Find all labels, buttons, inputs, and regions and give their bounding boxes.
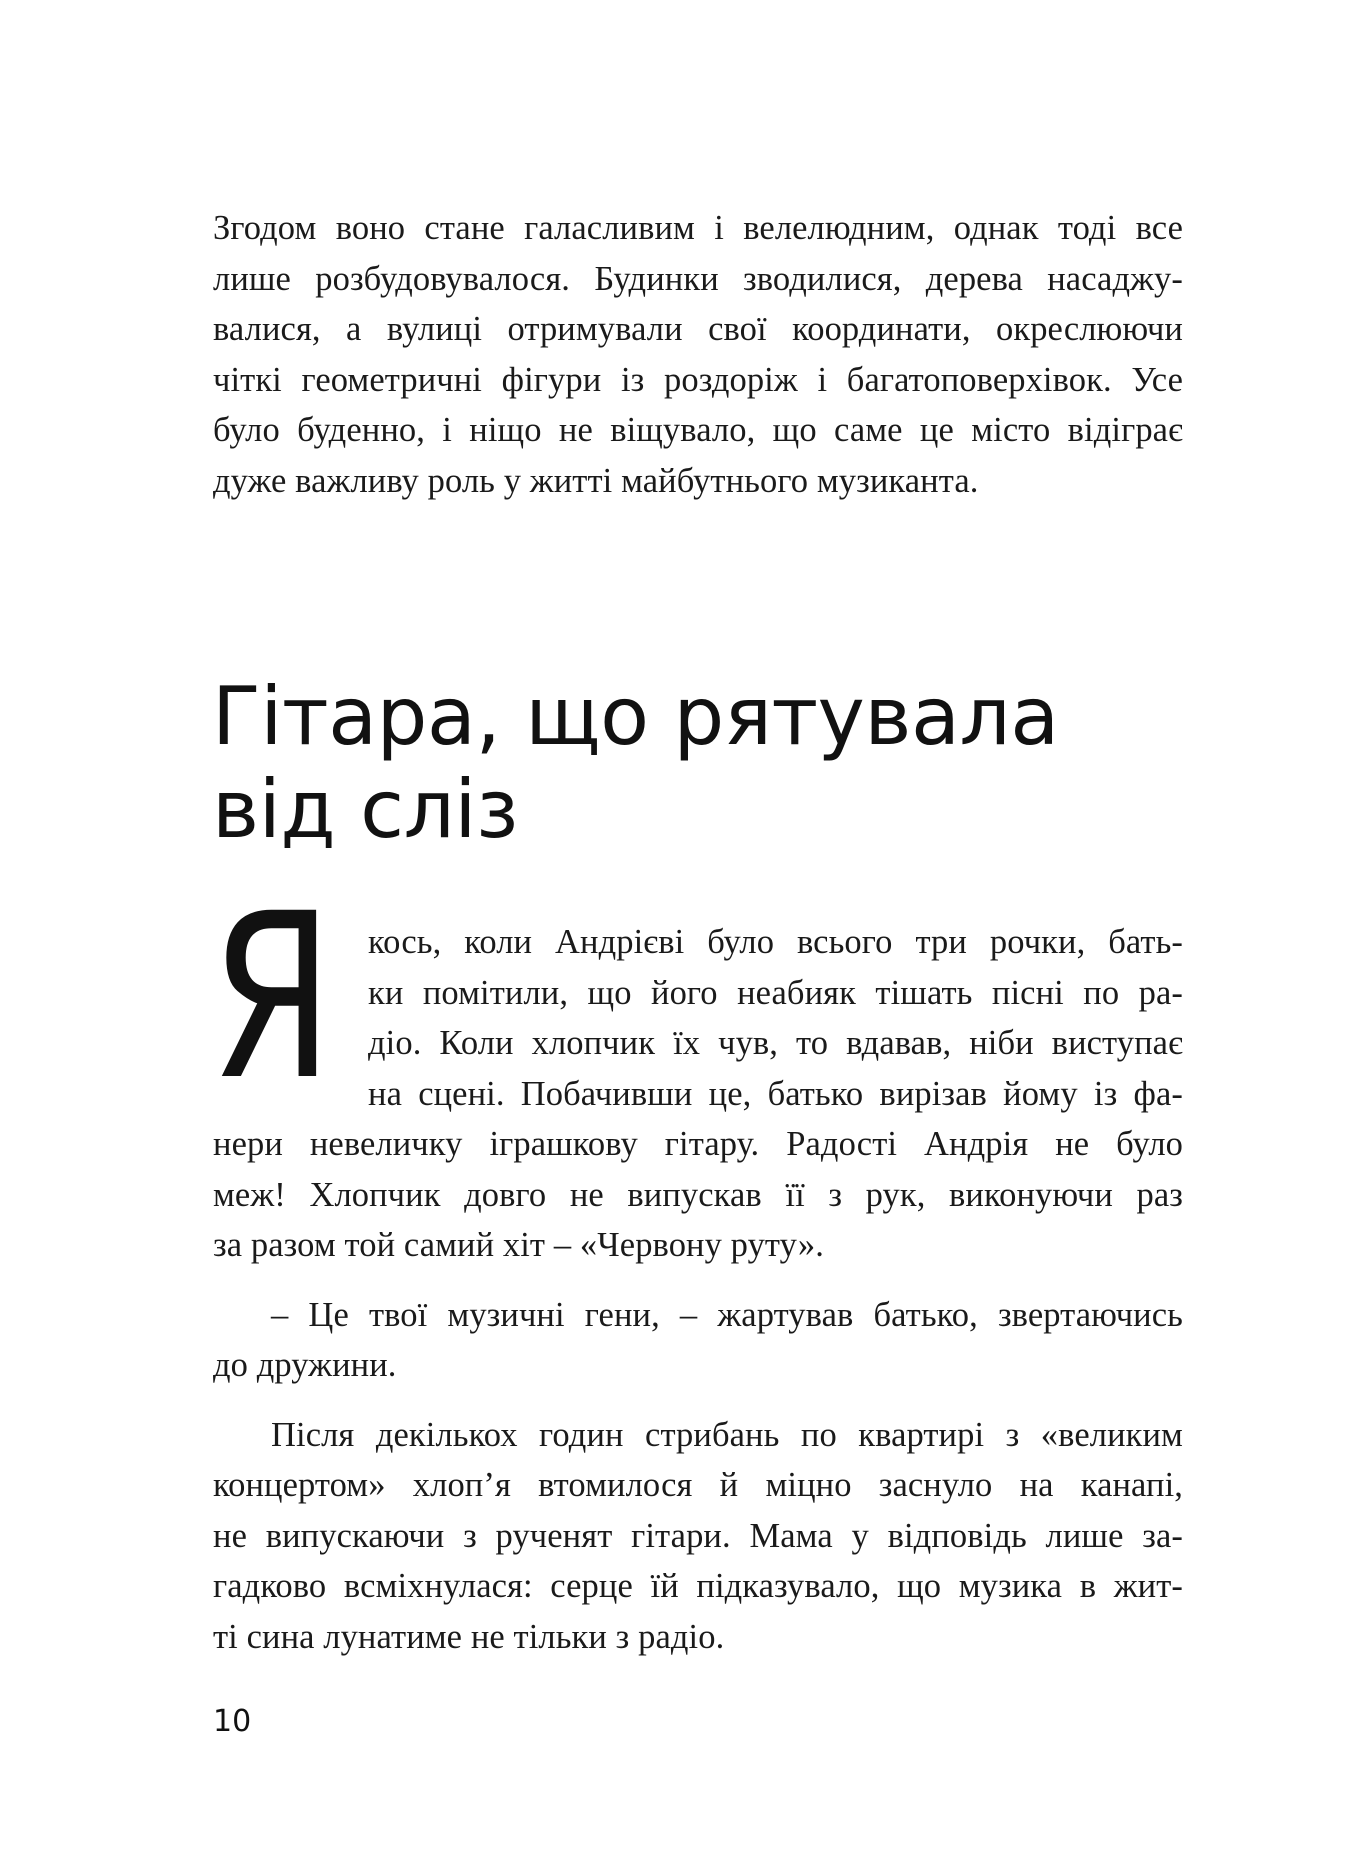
story-paragraph-2 xyxy=(213,1290,1183,1391)
text-line: кось, коли Андрієві було всього три рочки, бать- xyxy=(368,923,1183,961)
text-line: до дружини. xyxy=(213,1346,397,1384)
text-line: чіткі геометричні фігури із роздоріж і багатоповерхівок. Усе xyxy=(213,360,1183,399)
text-line: лише розбудовувалося. Будинки зводилися, дерева насаджу- xyxy=(213,259,1183,298)
text-line: Після декількох годин стрибань по квартирі з «великим xyxy=(271,1415,1183,1454)
drop-cap: Я xyxy=(210,864,334,1130)
story-text xyxy=(213,917,1183,1662)
chapter-title-line: Гітара, що рятувала xyxy=(212,670,1059,763)
text-line: на сцені. Побачивши це, батько вирізав йому із фа- xyxy=(368,1074,1183,1113)
text-line: не випускаючи з рученят гітари. Мама у відповідь лише за- xyxy=(213,1516,1183,1555)
text-line: меж! Хлопчик довго не випускав її з рук, виконуючи раз xyxy=(213,1175,1183,1214)
intro-paragraph xyxy=(213,203,1183,506)
text-line: дуже важливу роль у житті майбутнього музиканта. xyxy=(213,461,979,500)
text-line: концертом» хлоп’я втомилося й міцно заснуло на канапі, xyxy=(213,1466,1183,1504)
paragraph-gap xyxy=(213,1391,1183,1410)
text-line: – Це твої музичні гени, – жартував батько, звертаючись xyxy=(271,1295,1183,1334)
text-line: нери невеличку іграшкову гітару. Радості Андрія не було xyxy=(213,1125,1183,1163)
story-paragraph-1 xyxy=(213,917,1183,1271)
text-line: валися, а вулиці отримували свої координати, окреслюючи xyxy=(213,310,1183,348)
page-number: 10 xyxy=(213,1704,252,1739)
paragraph-gap xyxy=(213,1271,1183,1290)
text-line: ки помітили, що його неабияк тішать пісні по ра- xyxy=(368,973,1183,1012)
text-line: Згодом воно стане галасливим і велелюдним, однак тоді все xyxy=(213,209,1183,247)
text-line: гадково всміхнулася: серце їй підказувало, що музика в жит- xyxy=(213,1567,1183,1605)
story-paragraph-3 xyxy=(213,1410,1183,1663)
text-line: було буденно, і ніщо не віщувало, що саме це місто відіграє xyxy=(213,411,1183,449)
text-line: ті сина лунатиме не тільки з радіо. xyxy=(213,1617,725,1656)
chapter-title-line: від сліз xyxy=(212,763,518,856)
chapter-title xyxy=(212,670,1192,856)
text-line: діо. Коли хлопчик їх чув, то вдавав, ніби виступає xyxy=(368,1024,1183,1062)
text-line: за разом той самий хіт – «Червону руту». xyxy=(213,1226,824,1264)
